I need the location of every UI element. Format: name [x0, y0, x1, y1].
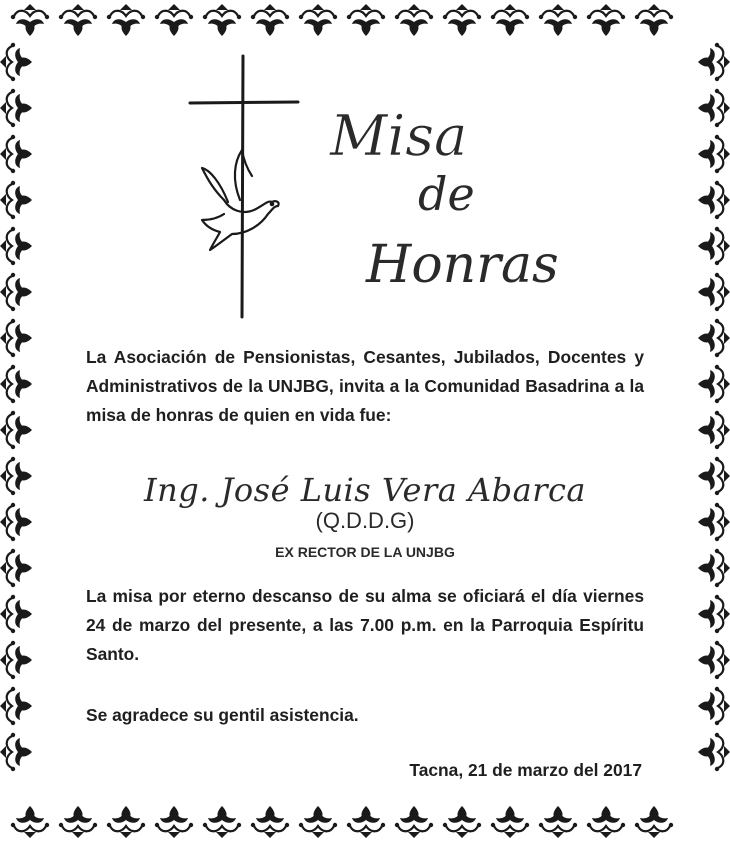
qddg-label: (Q.D.D.G): [315, 508, 415, 533]
dove-icon: [202, 150, 279, 250]
title-line-1: Misa: [330, 104, 468, 169]
cross-icon: [190, 56, 298, 317]
mass-details: La misa por eterno descanso de su alma se oficiará el día viernes 24 de marzo del presente, a las 7.00 p.m. en la Parroquia Espíritu Santo.: [86, 586, 644, 664]
place-date: Tacna, 21 de marzo del 2017: [409, 760, 642, 780]
invitation-text: La Asociación de Pensionistas, Cesantes, Jubilados, Docentes y Administrativos de la UNJBG, invita a la Comunidad Basadrina a la misa de honras de quien en vida fue:: [86, 347, 644, 425]
title-line-2: de: [418, 167, 475, 221]
deceased-name: Ing. José Luis Vera Abarca: [143, 471, 586, 509]
title-line-3: Honras: [366, 235, 559, 295]
thanks-text: Se agradece su gentil asistencia.: [86, 705, 359, 725]
deceased-role: EX RECTOR DE LA UNJBG: [275, 544, 455, 560]
